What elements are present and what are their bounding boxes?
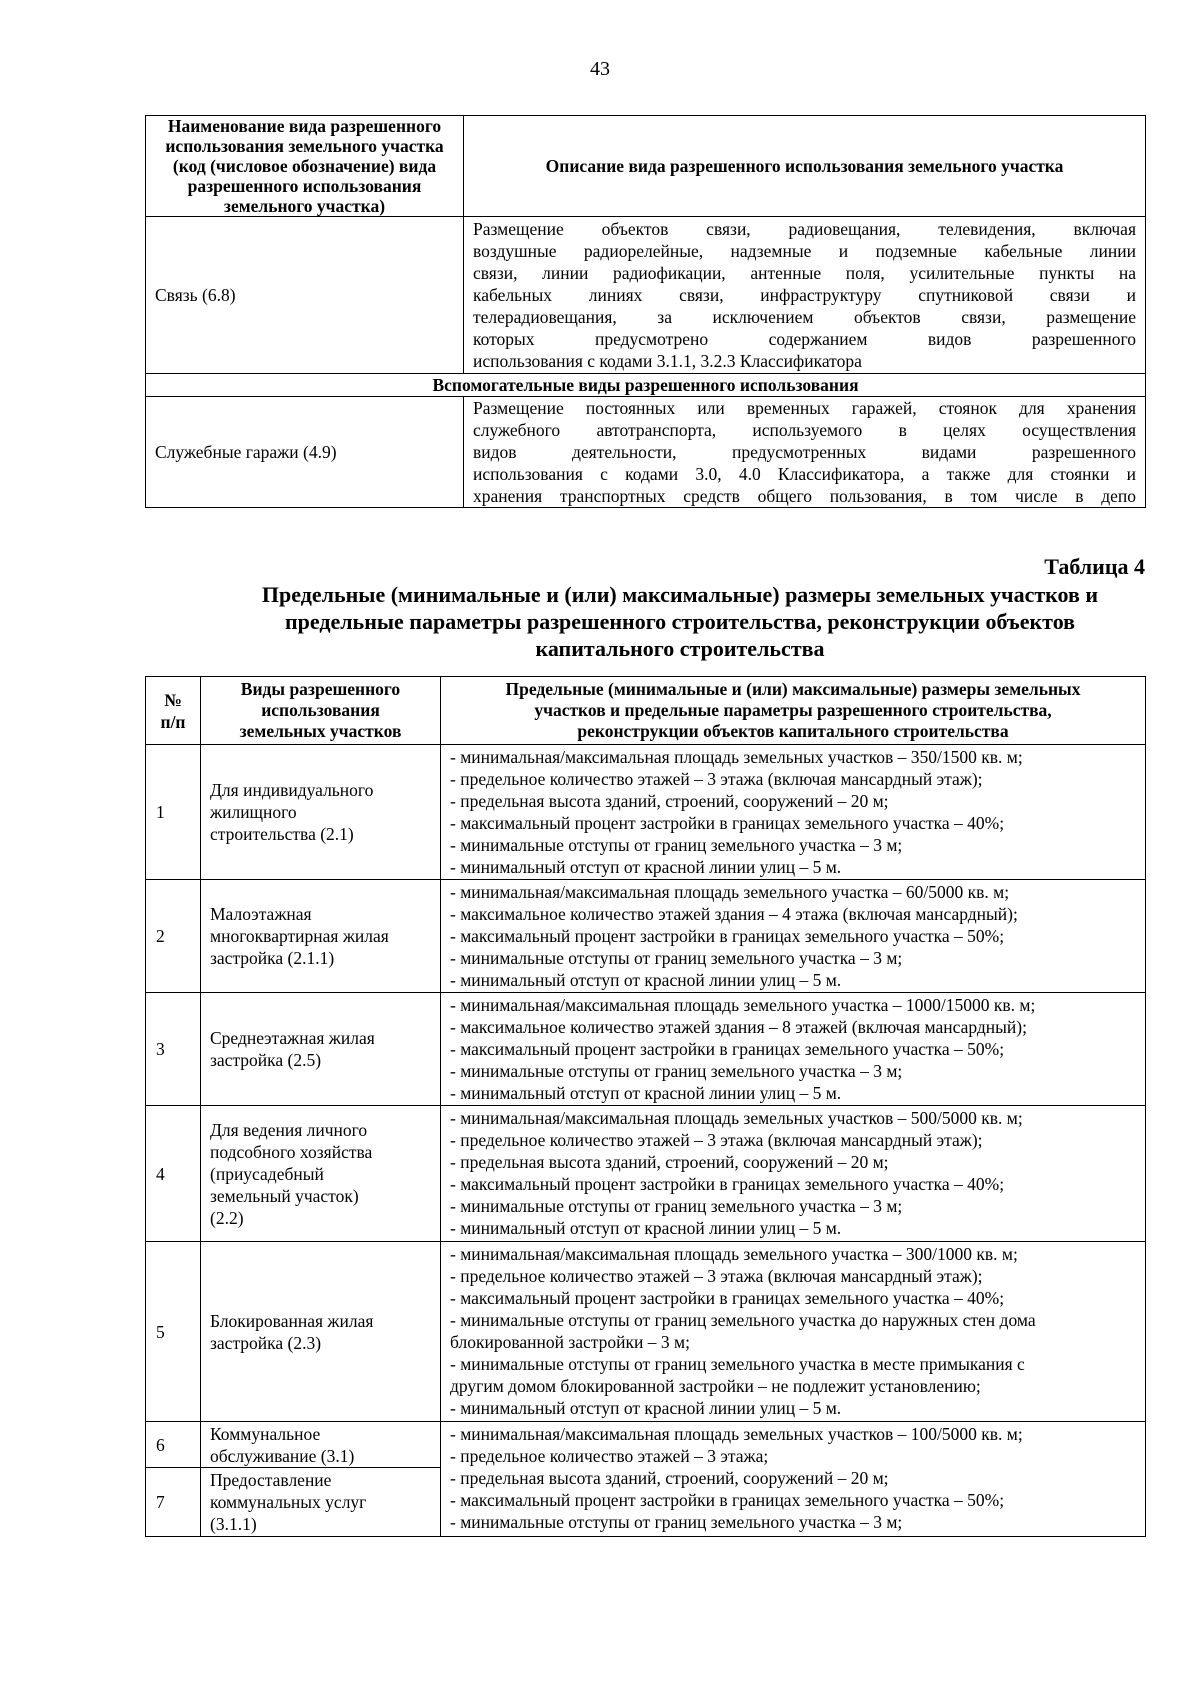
row-number: 4 [146,1106,201,1242]
table-row [146,993,1146,1106]
table-row [146,1422,1146,1468]
row-number: 3 [146,993,201,1106]
table-row [146,1106,1146,1242]
table-4-label: Таблица 4 [1044,554,1145,579]
row-kind: Для ведения личного подсобного хозяйства (приусадебный земельный участок) (2.2) [201,1106,441,1242]
row-kind: Малоэтажная многоквартирная жилая застройка (2.1.1) [201,880,441,993]
table-row [146,745,1146,880]
limits-table [145,676,1146,1537]
row-params: - минимальная/максимальная площадь земельного участка – 300/1000 кв. м; - предельное количество этажей – 3 этажа (включая мансардный этаж); - максимальный процент застройки в границах земельного участка – 40%; - минимальные отступы от границ земельного участка до наружных стен дома блокированной застройки – 3 м; - минимальные отступы от границ земельного участка в месте примыкания с другим домом блокированной застройки – не подлежит установлению; - минимальный отступ от красной линии улиц – 5 м. [441,1242,1146,1422]
row-params: - минимальная/максимальная площадь земельного участка – 1000/15000 кв. м; - максимальное количество этажей здания – 8 этажей (включая мансардный); - максимальный процент застройки в границах земельного участка – 50%; - минимальные отступы от границ земельного участка – 3 м; - минимальный отступ от красной линии улиц – 5 м. [441,993,1146,1106]
section-row-auxiliary [146,374,1146,397]
table-row-svyaz [146,217,1146,374]
row-number: 1 [146,745,201,880]
row-params: - минимальная/максимальная площадь земельных участков – 500/5000 кв. м; - предельное количество этажей – 3 этажа (включая мансардный этаж); - предельная высота зданий, строений, сооружений – 20 м; - максимальный процент застройки в границах земельного участка – 40%; - минимальные отступы от границ земельного участка – 3 м; - минимальный отступ от красной линии улиц – 5 м. [441,1106,1146,1242]
table-row-garages [146,397,1146,508]
row-params: - минимальная/максимальная площадь земельных участков – 350/1500 кв. м; - предельное количество этажей – 3 этажа (включая мансардный этаж); - предельная высота зданий, строений, сооружений – 20 м; - максимальный процент застройки в границах земельного участка – 40%; - минимальные отступы от границ земельного участка – 3 м; - минимальный отступ от красной линии улиц – 5 м. [441,745,1146,880]
header-params: Предельные (минимальные и (или) максимальные) размеры земельных участков и предельные параметры разрешенного строительства, реконструкции объектов капитального строительства [441,677,1146,745]
row-kind: Среднеэтажная жилая застройка (2.5) [201,993,441,1106]
header-num: № п/п [146,677,201,745]
row-number: 5 [146,1242,201,1422]
row-name: Служебные гаражи (4.9) [146,397,464,508]
row-kind: Для индивидуального жилищного строительства (2.1) [201,745,441,880]
row-kind: Блокированная жилая застройка (2.3) [201,1242,441,1422]
row-number: 2 [146,880,201,993]
table-row [146,880,1146,993]
table-row [146,1242,1146,1422]
table-header-row [146,677,1146,745]
land-use-table [145,115,1146,508]
table-header-row [146,116,1146,217]
section-title: Вспомогательные виды разрешенного использования [146,374,1146,397]
row-number: 6 [146,1422,201,1468]
row-kind: Предоставление коммунальных услуг (3.1.1) [201,1468,441,1537]
table-4-title: Предельные (минимальные и (или) максимальные) размеры земельных участков и предельные параметры разрешенного строительства, реконструкции объектов капитального строительства [261,582,1099,661]
row-name: Связь (6.8) [146,217,464,374]
row-number: 7 [146,1468,201,1537]
row-description: Размещение постоянных или временных гаражей, стоянок для хранения служебного автотранспорта, используемого в целях осуществления видов деятельности, предусмотренных видами разрешенного использования с кодами 3.0, 4.0 Классификатора, а также для стоянки и хранения транспортных средств общего пользования, в том числе в депо [464,397,1146,508]
row-description: Размещение объектов связи, радиовещания, телевидения, включая воздушные радиорелейные, надземные и подземные кабельные линии связи, линии радиофикации, антенные поля, усилительные пункты на кабельных линиях связи, инфраструктуру спутниковой связи и телерадиовещания, за исключением объектов связи, размещение которых предусмотрено содержанием видов разрешенного использования с кодами 3.1.1, 3.2.3 Классификатора [464,217,1146,374]
row-params-shared: - минимальная/максимальная площадь земельных участков – 100/5000 кв. м; - предельное количество этажей – 3 этажа; - предельная высота зданий, строений, сооружений – 20 м; - максимальный процент застройки в границах земельного участка – 50%; - минимальные отступы от границ земельного участка – 3 м; [441,1422,1146,1537]
header-description-column: Описание вида разрешенного использования земельного участка [464,116,1146,217]
row-kind: Коммунальное обслуживание (3.1) [201,1422,441,1468]
header-kind: Виды разрешенного использования земельных участков [201,677,441,745]
page-number: 43 [590,58,610,80]
header-name-column: Наименование вида разрешенного использования земельного участка (код (числовое обозначение) вида разрешенного использования земельного участка) [146,116,464,217]
row-params: - минимальная/максимальная площадь земельного участка – 60/5000 кв. м; - максимальное количество этажей здания – 4 этажа (включая мансардный); - максимальный процент застройки в границах земельного участка – 50%; - минимальные отступы от границ земельного участка – 3 м; - минимальный отступ от красной линии улиц – 5 м. [441,880,1146,993]
